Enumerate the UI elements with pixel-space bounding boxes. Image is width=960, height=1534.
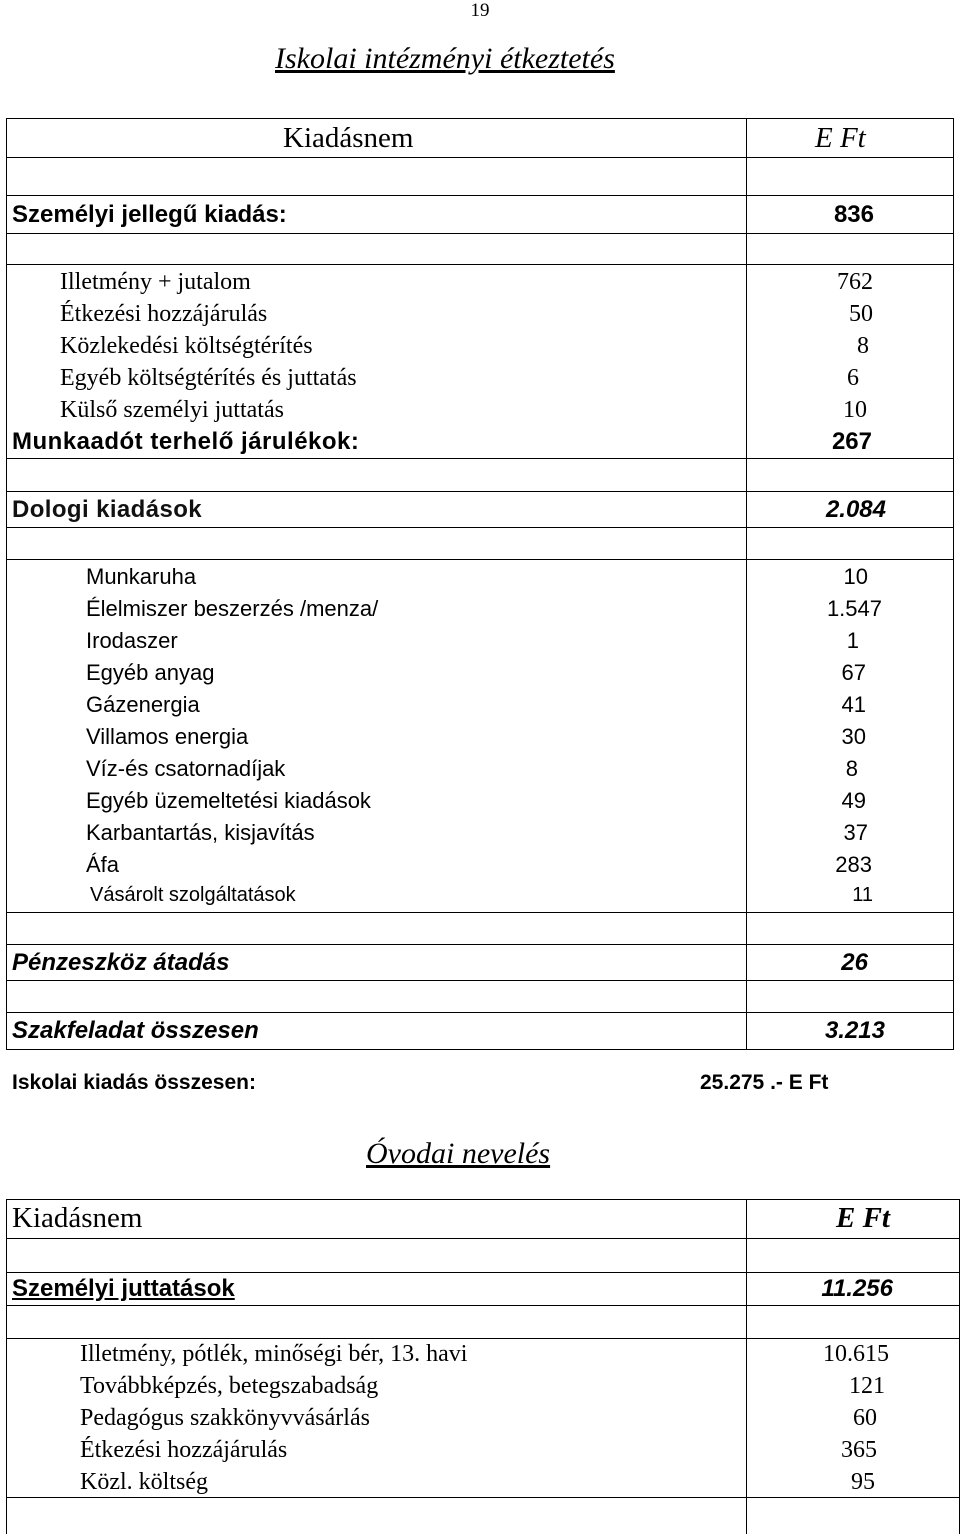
row-divider: [6, 458, 954, 459]
header-kiadasnem: Kiadásnem: [283, 122, 414, 154]
material-item-value: 283: [835, 852, 872, 877]
employer-label: Munkaadót terhelő járulékok:: [12, 428, 360, 455]
column-divider: [746, 118, 747, 1050]
header-kiadasnem: Kiadásnem: [12, 1202, 143, 1234]
material-item-label: Víz-és csatornadíjak: [86, 756, 286, 781]
row-divider: [6, 264, 954, 265]
row-divider: [6, 944, 954, 945]
row-divider: [6, 1305, 960, 1306]
kindergarten-item-label: Illetmény, pótlék, minőségi bér, 13. havi: [80, 1341, 468, 1367]
personal-item-label: Egyéb költségtérítés és juttatás: [60, 365, 357, 391]
kindergarten-item-value: 365: [841, 1437, 877, 1463]
personal-value: 11.256: [821, 1275, 893, 1302]
personal-item-label: Külső személyi juttatás: [60, 397, 284, 423]
personal-item-value: 8: [857, 333, 869, 359]
material-item-value: 10: [843, 564, 868, 589]
total-label: Szakfeladat összesen: [12, 1017, 259, 1044]
material-item-label: Áfa: [86, 852, 120, 877]
school-total-value: 25.275 .- E Ft: [700, 1071, 829, 1094]
material-item-label: Karbantartás, kisjavítás: [86, 820, 315, 845]
row-divider: [6, 1338, 960, 1339]
material-item-value: 11: [852, 884, 873, 906]
material-item-label: Élelmiszer beszerzés /menza/: [86, 596, 379, 621]
kindergarten-item-label: Pedagógus szakkönyvvásárlás: [80, 1405, 370, 1431]
personal-item-value: 762: [837, 269, 873, 295]
material-item-label: Egyéb anyag: [86, 660, 215, 685]
material-item-label: Vásárolt szolgáltatások: [90, 884, 296, 906]
material-item-value: 1: [846, 628, 859, 653]
page-number: 19: [470, 0, 490, 21]
personal-label: Személyi juttatások: [12, 1275, 235, 1302]
material-item-value: 1.547: [826, 596, 882, 621]
row-divider: [6, 1012, 954, 1013]
personal-item-label: Közlekedési költségtérítés: [60, 333, 313, 359]
row-divider: [6, 1238, 960, 1239]
personal-item-value: 6: [847, 365, 859, 391]
material-item-label: Villamos energia: [86, 724, 249, 749]
kindergarten-item-value: 121: [849, 1373, 885, 1399]
section-title-school-catering: Iskolai intézményi étkeztetés: [275, 42, 615, 75]
material-item-value: 49: [841, 788, 866, 813]
kindergarten-item-label: Étkezési hozzájárulás: [80, 1437, 288, 1463]
header-eft: E Ft: [815, 122, 866, 154]
section-title-kindergarten: Óvodai nevelés: [366, 1137, 551, 1170]
kindergarten-item-label: Közl. költség: [80, 1469, 208, 1495]
material-item-value: 41: [841, 692, 866, 717]
kindergarten-item-value: 10.615: [823, 1341, 889, 1367]
employer-value: 267: [831, 428, 872, 455]
personal-label: Személyi jellegű kiadás:: [12, 201, 287, 228]
row-divider: [6, 157, 954, 158]
material-item-value: 67: [841, 660, 866, 685]
total-value: 3.213: [824, 1017, 885, 1044]
row-divider: [6, 195, 954, 196]
material-item-value: 8: [845, 756, 858, 781]
school-total-label: Iskolai kiadás összesen:: [12, 1071, 256, 1094]
material-item-label: Gázenergia: [86, 692, 200, 717]
material-item-value: 37: [843, 820, 868, 845]
personal-item-value: 10: [843, 397, 867, 423]
material-item-label: Egyéb üzemeltetési kiadások: [86, 788, 371, 813]
transfer-value: 26: [841, 949, 868, 976]
material-item-value: 30: [841, 724, 866, 749]
column-divider: [746, 1199, 747, 1534]
row-divider: [6, 980, 954, 981]
kindergarten-item-label: Továbbképzés, betegszabadság: [80, 1373, 379, 1399]
personal-item-label: Illetmény + jutalom: [60, 269, 251, 295]
row-divider: [6, 1497, 960, 1498]
kindergarten-item-value: 95: [851, 1469, 875, 1495]
personal-value: 836: [833, 201, 874, 228]
header-eft: E Ft: [836, 1202, 890, 1234]
material-item-label: Munkaruha: [86, 564, 197, 589]
row-divider: [6, 559, 954, 560]
material-value: 2.084: [825, 496, 886, 523]
transfer-label: Pénzeszköz átadás: [12, 949, 230, 976]
material-item-label: Irodaszer: [86, 628, 178, 653]
personal-item-label: Étkezési hozzájárulás: [60, 301, 268, 327]
row-divider: [6, 233, 954, 234]
material-label: Dologi kiadások: [12, 496, 203, 523]
personal-item-value: 50: [849, 301, 873, 327]
kindergarten-item-value: 60: [853, 1405, 877, 1431]
row-divider: [6, 1272, 960, 1273]
row-divider: [6, 527, 954, 528]
row-divider: [6, 491, 954, 492]
row-divider: [6, 912, 954, 913]
